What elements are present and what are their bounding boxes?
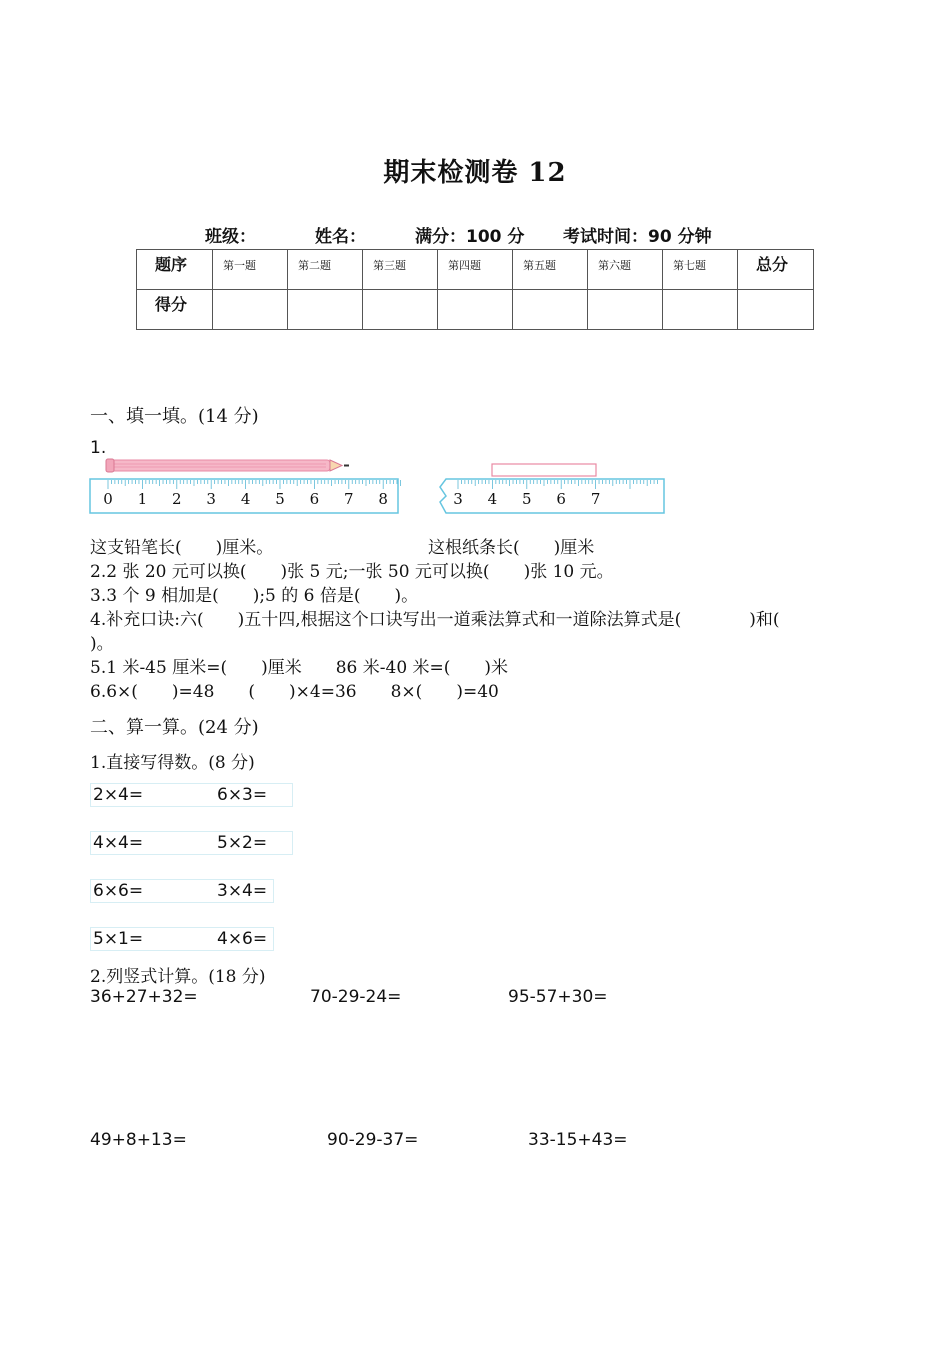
strip-ruler-figure — [434, 460, 668, 518]
ruler-label: 4 — [487, 490, 498, 508]
col-4: 第四题 — [438, 250, 513, 290]
vertical-calc: 90-29-37= — [327, 1130, 419, 1150]
name-label: 姓名： — [315, 227, 366, 247]
section1-heading: 一、填一填。(14 分) — [90, 406, 259, 427]
oral-item: 6×3= — [217, 785, 268, 805]
full-score: 满分：100 分 — [415, 227, 525, 247]
ruler-2 — [440, 479, 664, 513]
ruler-label: 5 — [275, 490, 285, 508]
score-cell[interactable] — [738, 290, 814, 330]
paper-strip — [492, 464, 596, 476]
ruler-label: 6 — [309, 490, 320, 508]
oral-item: 3×4= — [217, 881, 268, 901]
col-6: 第六题 — [588, 250, 663, 290]
oral-item: 5×2= — [217, 833, 268, 853]
col-5: 第五题 — [513, 250, 588, 290]
col-total: 总分 — [738, 250, 814, 290]
pencil-icon — [106, 459, 349, 472]
pencil-ruler-figure — [88, 455, 403, 517]
ruler-label: 3 — [453, 490, 463, 508]
score-table — [136, 249, 814, 330]
oral-item: 5×1= — [93, 929, 144, 949]
ruler-label: 0 — [103, 490, 113, 508]
ruler-label: 1 — [137, 490, 148, 508]
row-label-order: 题序 — [137, 250, 213, 290]
page-title: 期末检测卷 12 — [383, 158, 567, 188]
ruler-label: 4 — [240, 490, 251, 508]
oral-item: 2×4= — [93, 785, 144, 805]
q1-pencil: 这支铅笔长( )厘米。 — [90, 538, 274, 558]
oral-row — [90, 831, 293, 855]
vertical-calc: 95-57+30= — [508, 987, 608, 1007]
ruler-label: 7 — [590, 490, 601, 508]
class-label: 班级： — [205, 227, 256, 247]
section2-heading: 二、算一算。(24 分) — [90, 717, 259, 738]
score-cell[interactable] — [213, 290, 288, 330]
q3: 3.3 个 9 相加是( );5 的 6 倍是( )。 — [90, 586, 419, 606]
row-label-score: 得分 — [137, 290, 213, 330]
ruler-1 — [90, 479, 400, 513]
col-1: 第一题 — [213, 250, 288, 290]
ruler-label: 2 — [172, 490, 182, 508]
score-cell[interactable] — [438, 290, 513, 330]
ruler-label: 3 — [206, 490, 216, 508]
score-cell[interactable] — [588, 290, 663, 330]
q5: 5.1 米-45 厘米=( )厘米 86 米-40 米=( )米 — [90, 658, 509, 678]
vertical-calc: 49+8+13= — [90, 1130, 187, 1150]
vertical-calc: 70-29-24= — [310, 987, 402, 1007]
q4-line1: 4.补充口诀:六( )五十四,根据这个口诀写出一道乘法算式和一道除法算式是( )和( — [90, 610, 780, 630]
oral-row — [90, 927, 274, 951]
oral-item: 4×6= — [217, 929, 268, 949]
score-cell[interactable] — [288, 290, 363, 330]
q1-strip: 这根纸条长( )厘米 — [428, 538, 595, 558]
col-3: 第三题 — [363, 250, 438, 290]
col-7: 第七题 — [663, 250, 738, 290]
sub1-heading: 1.直接写得数。(8 分) — [90, 753, 255, 773]
q2: 2.2 张 20 元可以换( )张 5 元;一张 50 元可以换( )张 10 元。 — [90, 562, 614, 582]
q6: 6.6×( )=48 ( )×4=36 8×( )=40 — [90, 682, 499, 702]
oral-row — [90, 879, 274, 903]
exam-info — [205, 222, 712, 247]
exam-time: 考试时间：90 分钟 — [563, 227, 712, 247]
oral-item: 4×4= — [93, 833, 144, 853]
oral-row — [90, 783, 293, 807]
col-2: 第二题 — [288, 250, 363, 290]
q1-number: 1. — [90, 438, 107, 458]
vertical-calc: 33-15+43= — [528, 1130, 628, 1150]
score-cell[interactable] — [663, 290, 738, 330]
ruler-label: 8 — [378, 490, 388, 508]
vertical-calc: 36+27+32= — [90, 987, 198, 1007]
sub2-heading: 2.列竖式计算。(18 分) — [90, 967, 266, 987]
oral-item: 6×6= — [93, 881, 144, 901]
ruler-label: 6 — [556, 490, 566, 508]
ruler-label: 5 — [522, 490, 532, 508]
q4-line2: )。 — [90, 634, 114, 654]
score-cell[interactable] — [363, 290, 438, 330]
score-cell[interactable] — [513, 290, 588, 330]
ruler-label: 7 — [344, 490, 354, 508]
